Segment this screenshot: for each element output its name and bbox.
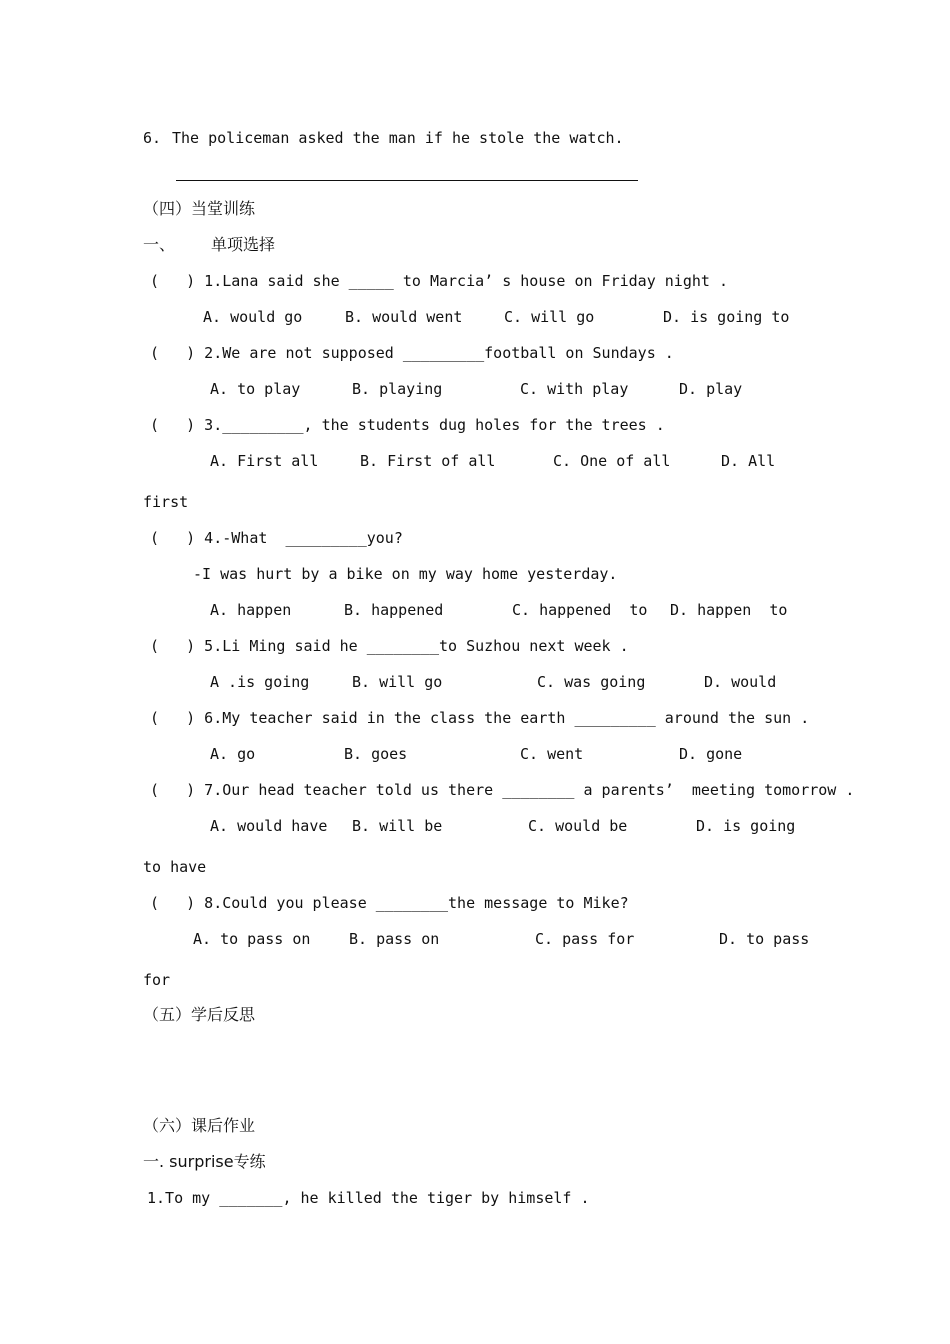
homework-item-1: 1.To my _______, he killed the tiger by himself . <box>147 1189 590 1207</box>
question-4-option-c: C. happened to <box>512 601 648 619</box>
question-6-option-d: D. gone <box>679 745 743 763</box>
question-4-option-d: D. happen to <box>670 601 788 619</box>
section6-heading: （六）课后作业 <box>143 1116 256 1135</box>
question-1-option-c: C. will go <box>504 308 595 326</box>
question-3-option-d: D. All <box>721 452 776 470</box>
question-4-stem: ( ) 4.-What _________you? <box>150 529 403 547</box>
question-5-option-d: D. would <box>704 673 777 691</box>
question-3-stem: ( ) 3._________, the students dug holes for the trees . <box>150 416 665 434</box>
section4-heading: （四）当堂训练 <box>143 199 256 218</box>
question-7-option-d: D. is going <box>696 817 796 835</box>
question-4-option-a: A. happen <box>210 601 292 619</box>
section5-heading: （五）学后反思 <box>143 1005 256 1024</box>
question-2-option-a: A. to play <box>210 380 301 398</box>
question-7-option-b: B. will be <box>352 817 443 835</box>
question-3-option-c: C. One of all <box>553 452 671 470</box>
question-3-option-b: B. First of all <box>360 452 496 470</box>
part1-title: 单项选择 <box>211 235 276 254</box>
question-2-option-d: D. play <box>679 380 743 398</box>
question-8-option-d-wrap: for <box>143 971 171 989</box>
question-2-stem: ( ) 2.We are not supposed _________football on Sundays . <box>150 344 674 362</box>
question-7-option-c: C. would be <box>528 817 628 835</box>
question-6-stem: ( ) 6.My teacher said in the class the earth _________ around the sun . <box>150 709 810 727</box>
question-7-option-a: A. would have <box>210 817 328 835</box>
question-5-option-c: C. was going <box>537 673 646 691</box>
question-5-stem: ( ) 5.Li Ming said he ________to Suzhou next week . <box>150 637 629 655</box>
question-8-option-b: B. pass on <box>349 930 440 948</box>
question-3-option-d-wrap: first <box>143 493 189 511</box>
question-3-option-a: A. First all <box>210 452 319 470</box>
part1-number: 一、 <box>143 235 176 254</box>
question-8-stem: ( ) 8.Could you please ________the message to Mike? <box>150 894 629 912</box>
question-4-answer-line: -I was hurt by a bike on my way home yesterday. <box>193 565 618 583</box>
q6-number: 6. <box>143 129 162 147</box>
question-1-option-d: D. is going to <box>663 308 790 326</box>
question-6-option-b: B. goes <box>344 745 408 763</box>
question-2-option-c: C. with play <box>520 380 629 398</box>
question-6-option-a: A. go <box>210 745 256 763</box>
question-6-option-c: C. went <box>520 745 584 763</box>
question-7-stem: ( ) 7.Our head teacher told us there ________ a parents’ meeting tomorrow . <box>150 781 855 799</box>
q6-answer-line <box>176 180 638 181</box>
question-7-option-d-wrap: to have <box>143 858 207 876</box>
question-1-option-a: A. would go <box>203 308 303 326</box>
question-8-option-d: D. to pass <box>719 930 810 948</box>
question-1-stem: ( ) 1.Lana said she _____ to Marcia’ s house on Friday night . <box>150 272 728 290</box>
question-8-option-c: C. pass for <box>535 930 635 948</box>
question-2-option-b: B. playing <box>352 380 443 398</box>
question-8-option-a: A. to pass on <box>193 930 311 948</box>
section6-part1-title: 一. surprise专练 <box>143 1152 266 1171</box>
question-4-option-b: B. happened <box>344 601 444 619</box>
q6-text: The policeman asked the man if he stole the watch. <box>172 129 624 147</box>
question-5-option-a: A .is going <box>210 673 310 691</box>
question-5-option-b: B. will go <box>352 673 443 691</box>
question-1-option-b: B. would went <box>345 308 463 326</box>
